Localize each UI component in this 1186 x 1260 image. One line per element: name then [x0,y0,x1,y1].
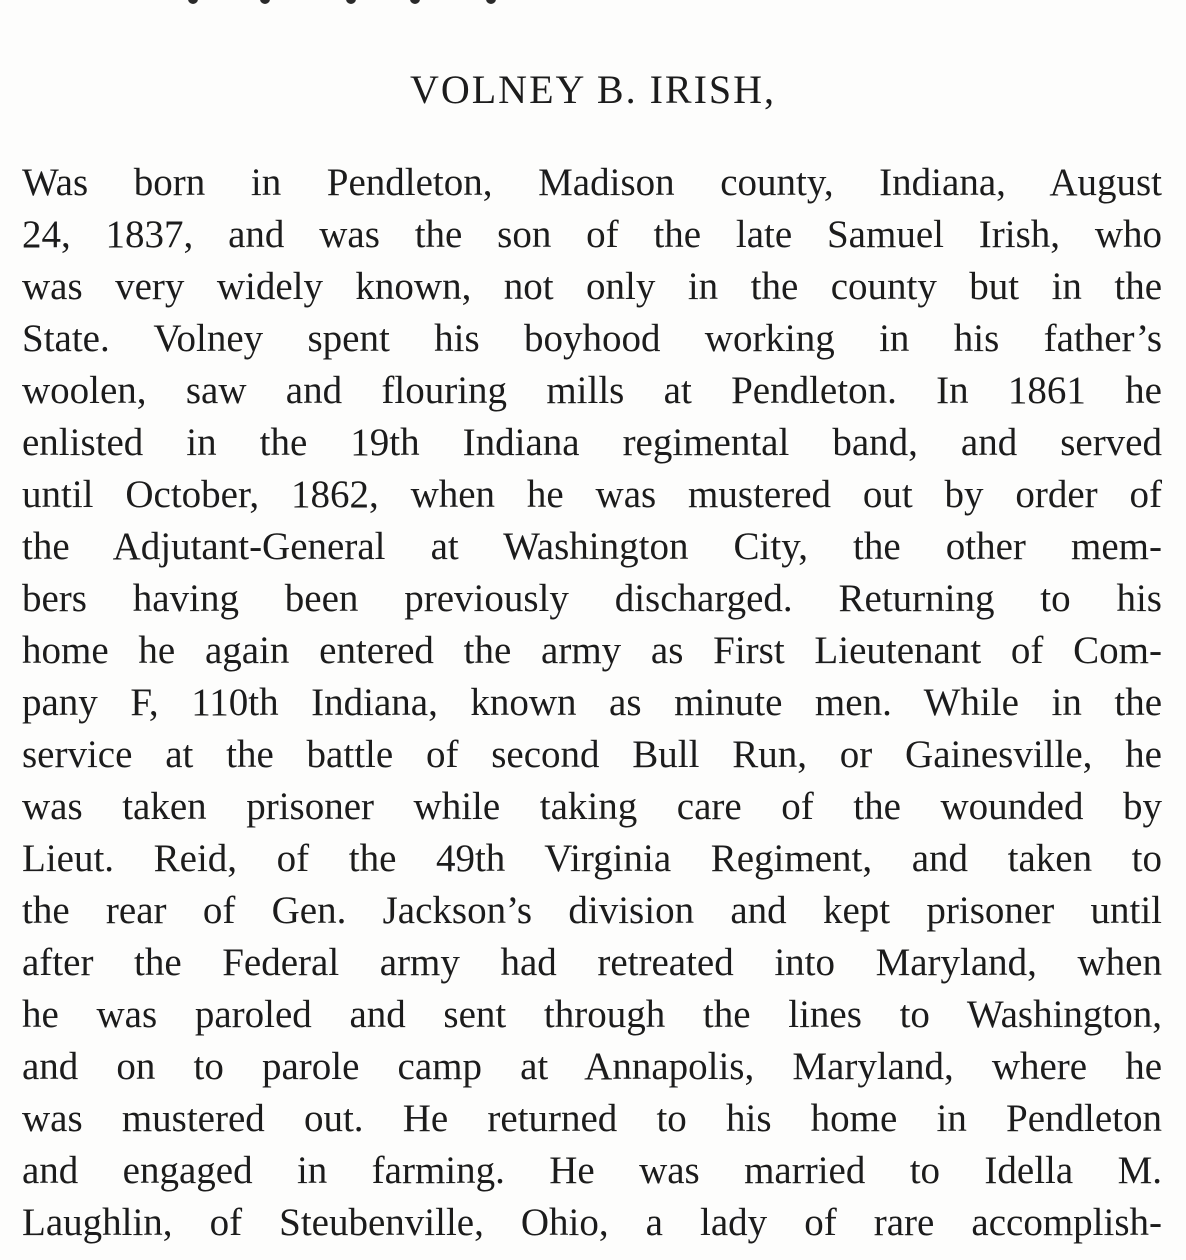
biography-paragraph [22,157,1162,1249]
paragraph-line: bers having been previously discharged. Returning to his [22,577,1162,620]
paragraph-line: woolen, saw and flouring mills at Pendleton. In 1861 he [22,369,1162,412]
paragraph-line: the Adjutant-General at Washington City, the other mem- [22,525,1162,568]
paragraph-line: 24, 1837, and was the son of the late Samuel Irish, who [22,213,1162,256]
paragraph-line: and engaged in farming. He was married to Idella M. [22,1149,1162,1192]
paragraph-line: and on to parole camp at Annapolis, Maryland, where he [22,1045,1162,1088]
paragraph-line: Was born in Pendleton, Madison county, Indiana, August [22,161,1162,204]
paragraph-line: after the Federal army had retreated into Maryland, when [22,941,1162,984]
paragraph-line: until October, 1862, when he was mustered out by order of [22,473,1162,516]
paragraph-line: home he again entered the army as First Lieutenant of Com- [22,629,1162,672]
paragraph-line: Laughlin, of Steubenville, Ohio, a lady of rare accomplish- [22,1201,1162,1244]
paragraph-line: Lieut. Reid, of the 49th Virginia Regiment, and taken to [22,837,1162,880]
page-title: VOLNEY B. IRISH, [409,67,777,112]
paragraph-line: service at the battle of second Bull Run, or Gainesville, he [22,733,1162,776]
paragraph-line: was taken prisoner while taking care of the wounded by [22,785,1162,828]
paragraph-line: pany F, 110th Indiana, known as minute men. While in the [22,681,1162,724]
paragraph-line: the rear of Gen. Jackson’s division and kept prisoner until [22,889,1162,932]
paragraph-line: he was paroled and sent through the lines to Washington, [22,993,1162,1036]
paragraph-line: was very widely known, not only in the county but in the [22,265,1162,308]
paragraph-line: enlisted in the 19th Indiana regimental band, and served [22,421,1162,464]
paragraph-line: was mustered out. He returned to his home in Pendleton [22,1097,1162,1140]
cut-off-previous-line [0,0,1186,8]
paragraph-line: State. Volney spent his boyhood working in his father’s [22,317,1162,360]
